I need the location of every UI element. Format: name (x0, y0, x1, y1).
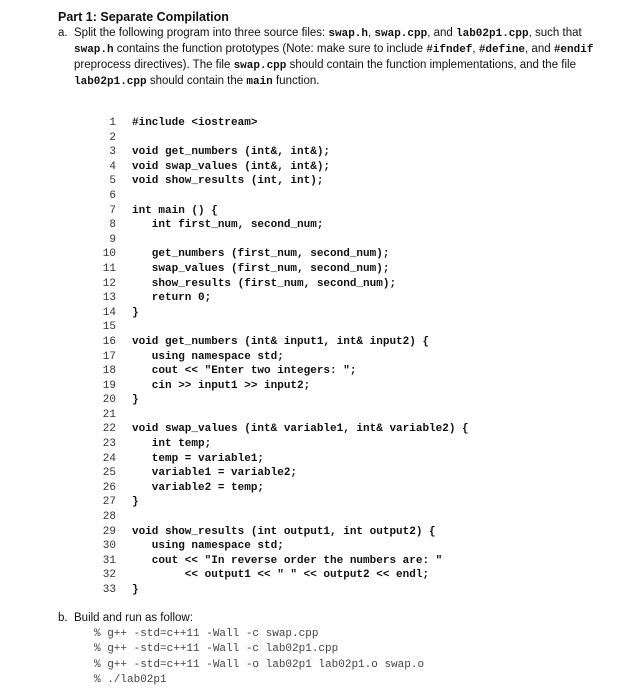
inline-code: #ifndef (426, 44, 473, 56)
inline-code: lab02p1.cpp (74, 76, 147, 88)
code-text: } (132, 584, 139, 596)
code-text: void get_numbers (int& input1, int& input2) { (132, 335, 430, 348)
instruction-b-text: Build and run as follow: (74, 612, 193, 624)
line-number: 28 (102, 511, 116, 524)
instruction-text: Split the following program into three source files: (74, 27, 329, 39)
code-line (94, 495, 139, 510)
code-line (94, 131, 116, 146)
line-number: 9 (109, 233, 116, 246)
inline-code: swap.h (74, 44, 114, 56)
page-title: Part 1: Separate Compilation (58, 10, 229, 24)
line-number: 15 (102, 321, 116, 334)
code-text: #include <iostream> (132, 117, 258, 129)
instruction-b (58, 611, 193, 626)
code-line (94, 408, 116, 423)
code-text: cout << "In reverse order the numbers are: " (132, 554, 443, 567)
code-listing (94, 116, 469, 598)
code-line (94, 160, 331, 175)
code-line (94, 510, 116, 525)
code-line (94, 306, 139, 321)
code-line (94, 568, 430, 583)
line-number: 31 (102, 554, 116, 567)
code-text: void swap_values (int&, int&); (132, 160, 331, 173)
code-text: variable1 = variable2; (132, 467, 298, 480)
line-number: 14 (102, 306, 116, 319)
line-number: 24 (102, 452, 116, 465)
code-text: << output1 << " " << output2 << endl; (132, 569, 430, 582)
line-number: 27 (102, 496, 116, 509)
line-number: 12 (102, 277, 116, 290)
inline-code: main (246, 76, 273, 88)
line-number: 1 (109, 117, 116, 129)
shell-command: % g++ -std=c++11 -Wall -o lab02p1 lab02p1.o swap.o (94, 658, 425, 671)
shell-command: % g++ -std=c++11 -Wall -c swap.cpp (94, 628, 319, 640)
line-number: 10 (102, 248, 116, 261)
code-text: int temp; (132, 438, 212, 451)
code-text: show_results (first_num, second_num); (132, 277, 397, 290)
line-number: 2 (109, 131, 116, 144)
instruction-text: , and (427, 27, 456, 39)
line-number: 33 (102, 584, 116, 596)
line-number: 22 (102, 423, 116, 436)
code-line (94, 145, 331, 160)
inline-code: swap.cpp (233, 60, 287, 72)
line-number: 18 (102, 365, 116, 378)
code-line (94, 379, 311, 394)
code-line (94, 277, 397, 292)
code-text: } (132, 306, 139, 319)
code-line (94, 525, 436, 540)
shell-command: % ./lab02p1 (94, 673, 167, 686)
code-text: } (132, 394, 139, 407)
code-line (94, 218, 324, 233)
code-line (94, 350, 284, 365)
code-text: void show_results (int output1, int output2) { (132, 525, 436, 538)
inline-code: #endif (553, 44, 594, 56)
line-number: 21 (102, 408, 116, 421)
line-number: 23 (102, 438, 116, 451)
code-text: void swap_values (int& variable1, int& variable2) { (132, 423, 469, 436)
code-line (94, 393, 139, 408)
shell-command: % g++ -std=c++11 -Wall -c lab02p1.cpp (94, 643, 339, 656)
code-line (94, 335, 430, 350)
code-line (94, 554, 443, 569)
inline-code: #define (478, 44, 526, 56)
line-number: 32 (102, 569, 116, 582)
line-number: 3 (109, 146, 116, 159)
instruction-text: function. (272, 75, 320, 87)
instruction-text: , (368, 27, 375, 39)
instruction-a (58, 26, 618, 90)
code-line (94, 291, 212, 306)
code-line (94, 452, 265, 467)
line-number: 7 (109, 204, 116, 217)
code-line (94, 320, 116, 335)
code-text: get_numbers (first_num, second_num); (132, 248, 390, 261)
code-line (94, 233, 116, 248)
code-line (94, 466, 298, 481)
code-text: int first_num, second_num; (132, 219, 324, 232)
code-line (94, 437, 212, 452)
code-text: int main () { (132, 204, 218, 217)
line-number: 17 (102, 350, 116, 363)
code-line (94, 116, 258, 131)
code-line (94, 204, 218, 219)
code-text: swap_values (first_num, second_num); (132, 262, 390, 275)
build-commands (94, 627, 424, 688)
instruction-text: , (472, 43, 479, 55)
inline-code: lab02p1.cpp (456, 28, 529, 40)
code-line (94, 174, 324, 189)
code-line (94, 364, 357, 379)
line-number: 8 (109, 219, 116, 232)
code-line (94, 539, 284, 554)
code-line (94, 262, 390, 277)
instruction-text: , and (525, 43, 554, 55)
instruction-text: contains the function prototypes (Note: make sure to include (113, 43, 427, 55)
line-number: 25 (102, 467, 116, 480)
code-line (94, 481, 265, 496)
code-text: temp = variable1; (132, 452, 265, 465)
code-text: void get_numbers (int&, int&); (132, 146, 331, 159)
line-number: 29 (102, 525, 116, 538)
code-text: using namespace std; (132, 350, 284, 363)
code-text: using namespace std; (132, 540, 284, 553)
code-text: void show_results (int, int); (132, 175, 324, 188)
code-text: cout << "Enter two integers: "; (132, 365, 357, 378)
line-number: 26 (102, 481, 116, 494)
line-number: 19 (102, 379, 116, 392)
instruction-text: preprocess directives). The file (74, 59, 234, 71)
line-number: 20 (102, 394, 116, 407)
code-line (94, 189, 116, 204)
line-number: 30 (102, 540, 116, 553)
code-line (94, 422, 469, 437)
line-number: 5 (109, 175, 116, 188)
instruction-a-text (74, 26, 618, 90)
instruction-text: should contain the function implementations, and the file (286, 59, 576, 71)
list-marker-a: a. (58, 27, 68, 39)
line-number: 4 (109, 160, 116, 173)
code-line (94, 583, 139, 598)
code-line (94, 247, 390, 262)
inline-code: swap.h (328, 28, 369, 40)
instruction-text: , such that (528, 27, 582, 39)
line-number: 16 (102, 335, 116, 348)
instruction-text: should contain the (146, 75, 247, 87)
line-number: 11 (102, 262, 116, 275)
list-marker-b: b. (58, 612, 68, 624)
code-text: } (132, 496, 139, 509)
code-text: cin >> input1 >> input2; (132, 379, 311, 392)
code-text: variable2 = temp; (132, 481, 265, 494)
inline-code: swap.cpp (374, 28, 428, 40)
code-text: return 0; (132, 292, 212, 305)
line-number: 6 (109, 189, 116, 202)
line-number: 13 (102, 292, 116, 305)
